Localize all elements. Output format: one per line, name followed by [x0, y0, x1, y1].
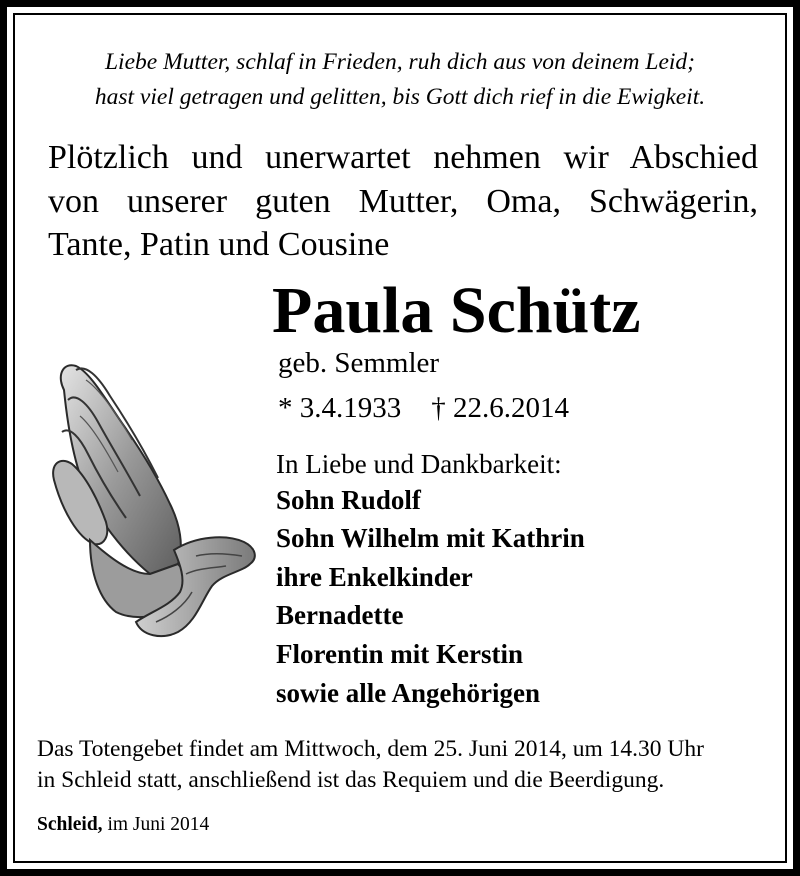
mourner-line: Florentin mit Kerstin — [276, 639, 523, 669]
death-date: † 22.6.2014 — [431, 392, 569, 424]
place-name: Schleid, — [37, 814, 103, 835]
verse-line-1: Liebe Mutter, schlaf in Frieden, ruh dich aus von deinem Leid; — [104, 49, 695, 75]
mourner-line: sowie alle Angehörigen — [276, 678, 540, 708]
praying-hands-icon — [46, 360, 260, 640]
maiden-name: geb. Semmler — [278, 347, 440, 379]
mourner-line: Bernadette — [276, 600, 404, 630]
intro-line-3: Tante, Patin und Cousine — [48, 226, 390, 263]
place-date — [37, 812, 209, 838]
mourner-line: Sohn Rudolf — [276, 485, 421, 515]
notice-line-1: Das Totengebet findet am Mittwoch, dem 25. Juni 2014, um 14.30 Uhr — [37, 736, 704, 762]
intro-line-1: Plötzlich und unerwartet nehmen wir Abschied — [48, 139, 758, 176]
mourner-line: Sohn Wilhelm mit Kathrin — [276, 523, 585, 553]
deceased-name: Paula Schütz — [272, 274, 641, 347]
intro-line-2: von unserer guten Mutter, Oma, Schwägerin, — [48, 183, 758, 220]
life-dates — [278, 390, 569, 426]
birth-date: * 3.4.1933 — [278, 392, 402, 424]
notice-line-2: in Schleid statt, anschließend ist das Requiem und die Beerdigung. — [37, 767, 665, 793]
mourner-line: ihre Enkelkinder — [276, 562, 473, 592]
mourners-heading: In Liebe und Dankbarkeit: — [276, 449, 562, 479]
date-text: im Juni 2014 — [107, 814, 210, 835]
verse-line-2: hast viel getragen und gelitten, bis Gott dich rief in die Ewigkeit. — [94, 84, 706, 110]
